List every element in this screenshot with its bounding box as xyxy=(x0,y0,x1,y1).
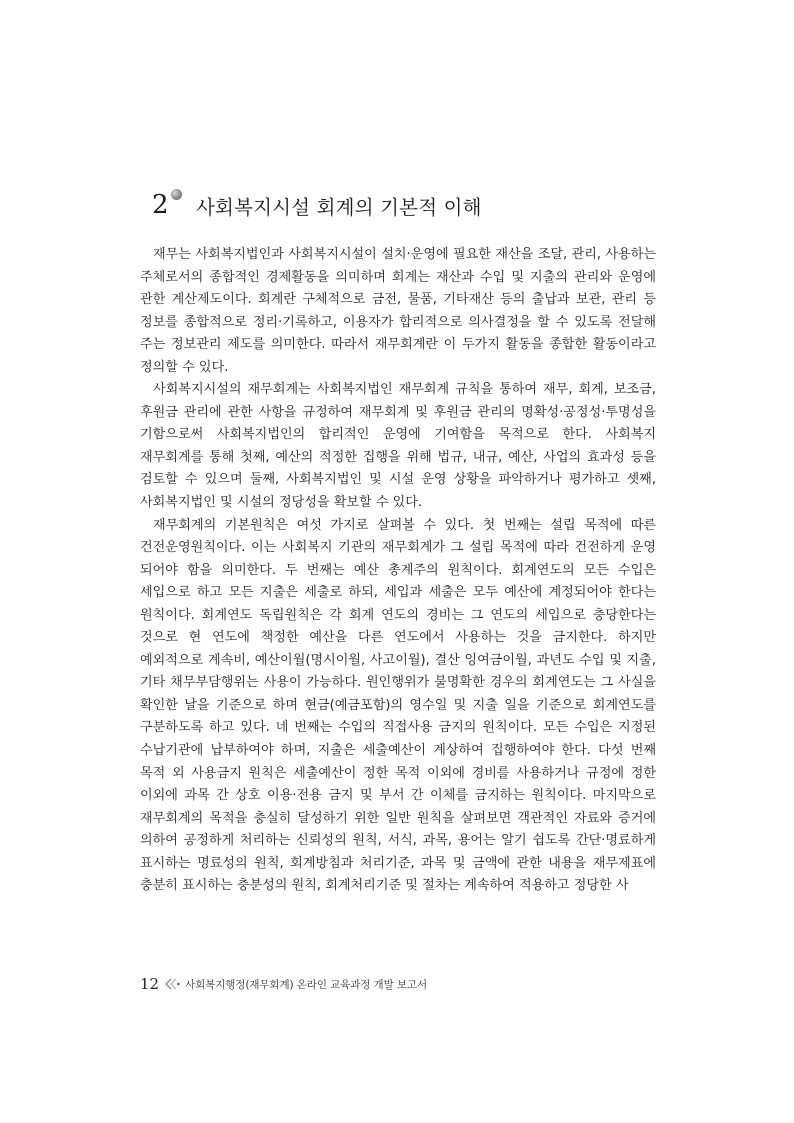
page-footer xyxy=(140,973,427,995)
paragraph-purpose: 사회복지시설의 재무회계는 사회복지법인 재무회계 규칙을 통하여 재무, 회계, 보조금, 후원금 관리에 관한 사항을 규정하여 재무회계 및 후원금 관리의 명확성·공정성·투명성을 기함으로써 사회복지법인의 합리적인 운영에 기여함을 목적으로 한다. 사회복지 재무회계를 통해 첫째, 예산의 적정한 집행을 위해 법규, 내규, 예산, 사업의 효과성 등을 검토할 수 있으며 둘째, 사회복지법인 및 시설 운영 상황을 파악하거나 평가하고 셋째, 사회복지법인 및 시설의 정당성을 확보할 수 있다. xyxy=(140,382,656,511)
body-text xyxy=(140,244,656,898)
bullet-dot-icon xyxy=(171,189,182,200)
section-number: 2 xyxy=(152,190,169,220)
section-title: 사회복지시설 회계의 기본적 이해 xyxy=(196,196,482,219)
paragraph-principles: 재무회계의 기본원칙은 여섯 가지로 살펴볼 수 있다. 첫 번째는 설립 목적에 따른 건전운영원칙이다. 이는 사회복지 기관의 재무회계가 그 설립 목적에 따라 건전하게 운영 되어야 함을 의미한다. 두 번째는 예산 총계주의 원칙이다. 회계연도의 모든 수입은 세입으로 하고 모든 지출은 세출로 하되, 세입과 세출은 모두 예산에 계정되어야 한다는 원칙이다. 회계연도 독립원칙은 각 회계 연도의 경비는 그 연도의 세입으로 충당한다는 것으로 현 연도에 책정한 예산을 다른 연도에서 사용하는 것을 금지한다. 하지만 예외적으로 계속비, 예산이월(명시이월, 사고이월), 결산 잉여금이월, 과년도 수입 및 지출, 기타 채무부담행위는 사용이 가능하다. 원인행위가 불명확한 경우의 회계연도는 그 사실을 확인한 날을 기준으로 하며 현금(예금포함)의 영수일 및 지출 일을 기준으로 회계연도를 구분하도록 하고 있다. 네 번째는 수입의 직접사용 금지의 원칙이다. 모든 수입은 지정된 수납기관에 납부하여야 하며, 지출은 세출예산이 계상하여 집행하여야 한다. 다섯 번째 목적 외 사용금지 원칙은 세출예산이 정한 목적 이외에 경비를 사용하거나 규정에 정한 이외에 과목 간 상호 이용·전용 금지 및 부서 간 이체를 금지하는 원칙이다. 마지막으로 재무회계의 목적을 충실히 달성하기 위한 일반 원칙을 살펴보면 객관적인 자료와 증거에 의하여 공정하게 처리하는 신뢰성의 원칙, 서식, 과목, 용어는 알기 쉽도록 간단·명료하게 표시하는 명료성의 원칙, 회계방침과 처리기준, 과목 및 금액에 관한 내용을 재무제표에 충분히 표시하는 충분성의 원칙, 회계처리기준 및 절차는 계속하여 적용하고 정당한 사 xyxy=(140,517,656,894)
paragraph-definition: 재무는 사회복지법인과 사회복지시설이 설치·운영에 필요한 재산을 조달, 관리, 사용하는 주체로서의 종합적인 경제활동을 의미하며 회계는 재산과 수입 및 지출의 관리와 운영에 관한 계산제도이다. 회계란 구체적으로 금전, 물품, 기타재산 등의 출납과 보관, 관리 등 정보를 종합적으로 정리·기록하고, 이용자가 합리적으로 의사결정을 할 수 있도록 전달해 주는 정보관리 제도를 의미한다. 따라서 재무회계란 이 두가지 활동을 종합한 활동이라고 정의할 수 있다. xyxy=(140,247,656,375)
running-title: 사회복지행정(재무회계) 온라인 교육과정 개발 보고서 xyxy=(185,978,427,991)
double-chevron-left-icon xyxy=(164,977,180,991)
section-number-badge xyxy=(150,188,184,224)
page-number: 12 xyxy=(140,975,160,993)
section-heading xyxy=(150,186,482,226)
